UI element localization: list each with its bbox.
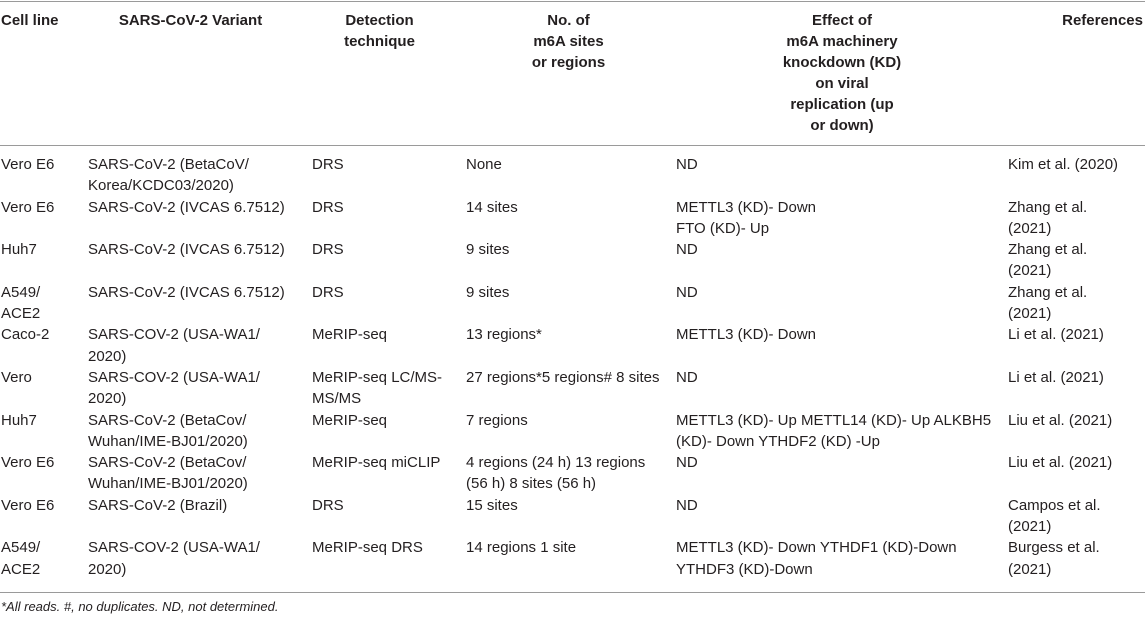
cell-text: ND: [676, 156, 698, 173]
cell-text: Li et al. (2021): [1008, 326, 1104, 344]
header-knockdown-effect: [676, 10, 1008, 136]
cell-text: METTL3 (KD)- Down YTHDF1 (KD)-Down: [676, 539, 957, 557]
cell-m6a-sites: [466, 282, 676, 325]
cell-text: Huh7: [1, 411, 37, 429]
cell-m6a-sites: [466, 197, 676, 240]
cell-text: ND: [676, 454, 698, 472]
cell-text: Zhang et al.: [1008, 198, 1088, 216]
table-row: [0, 154, 1145, 197]
cell-reference: [1008, 154, 1145, 197]
cell-cell-line: [0, 537, 88, 580]
table-row: [0, 324, 1145, 367]
cell-text: SARS-COV-2 (USA-WA1/: [88, 368, 260, 386]
header-references: [1010, 10, 1145, 31]
cell-text: 9 sites: [466, 283, 510, 301]
cell-text: Liu et al. (2021): [1008, 454, 1113, 472]
cell-text: 2020): [88, 390, 127, 408]
cell-text: MeRIP-seq LC/MS-: [312, 368, 443, 386]
cell-text: DRS: [312, 198, 344, 216]
cell-text: Caco-2: [1, 326, 50, 344]
cell-text: MeRIP-seq: [312, 326, 388, 344]
header-line: References: [1062, 12, 1143, 29]
cell-text: (2021): [1008, 560, 1052, 578]
cell-m6a-sites: [466, 324, 676, 367]
cell-text: Vero E6: [1, 198, 55, 216]
cell-reference: [1008, 537, 1145, 580]
cell-text: A549/: [1, 539, 41, 557]
table-footnote: *All reads. #, no duplicates. ND, not determined.: [1, 599, 279, 614]
cell-text: DRS: [312, 241, 344, 259]
cell-m6a-sites: [466, 154, 676, 197]
cell-m6a-sites: [466, 367, 676, 410]
bottom-rule: [0, 592, 1145, 593]
cell-variant: [88, 537, 312, 580]
cell-text: Zhang et al.: [1008, 241, 1088, 259]
cell-text: SARS-CoV-2 (IVCAS 6.7512): [88, 283, 285, 301]
cell-text: MeRIP-seq: [312, 411, 388, 429]
cell-text: DRS: [312, 156, 344, 173]
cell-cell-line: [0, 367, 88, 410]
table-row: [0, 452, 1145, 495]
header-line: No. of: [547, 12, 590, 29]
cell-detection-technique: [312, 324, 466, 367]
cell-variant: [88, 367, 312, 410]
cell-text: Huh7: [1, 241, 37, 259]
cell-knockdown-effect: [676, 410, 1008, 453]
cell-knockdown-effect: [676, 495, 1008, 538]
cell-detection-technique: [312, 154, 466, 197]
cell-text: 9 sites: [466, 241, 510, 259]
cell-variant: [88, 239, 312, 282]
cell-text: ND: [676, 496, 698, 514]
table-row: [0, 410, 1145, 453]
cell-detection-technique: [312, 495, 466, 538]
cell-knockdown-effect: [676, 282, 1008, 325]
cell-text: Campos et al.: [1008, 496, 1101, 514]
cell-knockdown-effect: [676, 197, 1008, 240]
top-rule: [0, 1, 1145, 2]
cell-reference: [1008, 324, 1145, 367]
cell-text: ND: [676, 283, 698, 301]
cell-cell-line: [0, 197, 88, 240]
cell-detection-technique: [312, 197, 466, 240]
cell-variant: [88, 495, 312, 538]
cell-variant: [88, 197, 312, 240]
cell-text: Kim et al. (2020): [1008, 156, 1119, 173]
header-line: m6A machinery: [786, 33, 898, 50]
header-line: SARS-CoV-2 Variant: [118, 12, 263, 29]
cell-text: 13 regions*: [466, 326, 542, 344]
cell-text: METTL3 (KD)- Down: [676, 198, 817, 216]
header-m6a-sites: [466, 10, 671, 73]
cell-text: 14 sites: [466, 198, 518, 216]
table-row: [0, 495, 1145, 538]
cell-detection-technique: [312, 410, 466, 453]
cell-text: MS/MS: [312, 390, 362, 408]
cell-text: SARS-CoV-2 (Brazil): [88, 496, 228, 514]
cell-text: Vero E6: [1, 496, 55, 514]
cell-text: Zhang et al.: [1008, 283, 1088, 301]
cell-knockdown-effect: [676, 452, 1008, 495]
header-detection-technique: [312, 10, 447, 52]
table-row: [0, 367, 1145, 410]
cell-detection-technique: [312, 452, 466, 495]
cell-cell-line: [0, 410, 88, 453]
cell-reference: [1008, 197, 1145, 240]
cell-reference: [1008, 410, 1145, 453]
cell-variant: [88, 410, 312, 453]
cell-text: 2020): [88, 347, 127, 365]
cell-variant: [88, 154, 312, 197]
cell-text: DRS: [312, 496, 344, 514]
cell-text: FTO (KD)- Up: [676, 219, 770, 237]
cell-reference: [1008, 282, 1145, 325]
cell-cell-line: [0, 452, 88, 495]
cell-m6a-sites: [466, 452, 676, 495]
cell-text: (2021): [1008, 262, 1052, 280]
cell-text: Burgess et al.: [1008, 539, 1100, 557]
header-line: m6A sites: [533, 33, 604, 50]
cell-variant: [88, 282, 312, 325]
cell-detection-technique: [312, 239, 466, 282]
cell-text: SARS-CoV-2 (BetaCoV/: [88, 156, 249, 173]
table-row: [0, 239, 1145, 282]
cell-m6a-sites: [466, 239, 676, 282]
cell-text: None: [466, 156, 502, 173]
cell-reference: [1008, 495, 1145, 538]
cell-text: MeRIP-seq miCLIP: [312, 454, 441, 472]
cell-reference: [1008, 452, 1145, 495]
cell-text: Vero E6: [1, 454, 55, 472]
cell-text: (2021): [1008, 518, 1052, 536]
cell-knockdown-effect: [676, 537, 1008, 580]
cell-text: YTHDF3 (KD)-Down: [676, 560, 813, 578]
header-line: on viral: [815, 75, 869, 92]
cell-text: 2020): [88, 560, 127, 578]
header-variant: [88, 10, 293, 31]
cell-cell-line: [0, 239, 88, 282]
cell-variant: [88, 452, 312, 495]
cell-text: METTL3 (KD)- Down: [676, 326, 817, 344]
cell-text: A549/: [1, 283, 41, 301]
header-line: or down): [810, 117, 874, 134]
cell-text: 7 regions: [466, 411, 528, 429]
cell-text: METTL3 (KD)- Up METTL14 (KD)- Up ALKBH5: [676, 411, 992, 429]
cell-knockdown-effect: [676, 324, 1008, 367]
cell-text: SARS-CoV-2 (BetaCov/: [88, 454, 247, 472]
cell-cell-line: [0, 495, 88, 538]
cell-text: ACE2: [1, 560, 41, 578]
cell-m6a-sites: [466, 495, 676, 538]
cell-text: Liu et al. (2021): [1008, 411, 1113, 429]
header-line: or regions: [531, 54, 606, 71]
cell-detection-technique: [312, 282, 466, 325]
cell-knockdown-effect: [676, 239, 1008, 282]
header-line: replication (up: [790, 96, 894, 113]
table-row: [0, 537, 1145, 580]
cell-text: SARS-COV-2 (USA-WA1/: [88, 326, 260, 344]
header-rule: [0, 145, 1145, 146]
cell-cell-line: [0, 154, 88, 197]
cell-cell-line: [0, 324, 88, 367]
cell-text: ND: [676, 368, 698, 386]
cell-text: SARS-CoV-2 (IVCAS 6.7512): [88, 198, 285, 216]
cell-text: 27 regions*5 regions# 8 sites: [466, 368, 660, 386]
cell-text: (56 h) 8 sites (56 h): [466, 475, 597, 493]
cell-m6a-sites: [466, 537, 676, 580]
cell-text: Vero: [1, 368, 32, 386]
header-line: Detection: [345, 12, 414, 29]
table-row: [0, 197, 1145, 240]
cell-text: SARS-COV-2 (USA-WA1/: [88, 539, 260, 557]
cell-text: ND: [676, 241, 698, 259]
header-line: Cell line: [1, 12, 59, 29]
cell-text: Li et al. (2021): [1008, 368, 1104, 386]
table-row: [0, 282, 1145, 325]
cell-detection-technique: [312, 537, 466, 580]
cell-text: MeRIP-seq DRS: [312, 539, 423, 557]
cell-text: 15 sites: [466, 496, 518, 514]
cell-text: (2021): [1008, 305, 1052, 323]
table-body: [0, 154, 1145, 580]
cell-text: SARS-CoV-2 (BetaCov/: [88, 411, 247, 429]
cell-text: ACE2: [1, 305, 41, 323]
header-line: knockdown (KD): [782, 54, 902, 71]
cell-m6a-sites: [466, 410, 676, 453]
cell-knockdown-effect: [676, 154, 1008, 197]
cell-text: (KD)- Down YTHDF2 (KD) -Up: [676, 432, 880, 450]
cell-text: 4 regions (24 h) 13 regions: [466, 454, 646, 472]
cell-text: Wuhan/IME-BJ01/2020): [88, 432, 248, 450]
cell-variant: [88, 324, 312, 367]
cell-text: 14 regions 1 site: [466, 539, 577, 557]
cell-reference: [1008, 367, 1145, 410]
cell-reference: [1008, 239, 1145, 282]
header-line: technique: [344, 33, 415, 50]
cell-knockdown-effect: [676, 367, 1008, 410]
cell-detection-technique: [312, 367, 466, 410]
cell-text: Vero E6: [1, 156, 55, 173]
header-cell-line: [1, 10, 59, 31]
cell-text: Korea/KCDC03/2020): [88, 177, 234, 195]
header-line: Effect of: [812, 12, 872, 29]
cell-text: DRS: [312, 283, 344, 301]
cell-text: SARS-CoV-2 (IVCAS 6.7512): [88, 241, 285, 259]
cell-text: Wuhan/IME-BJ01/2020): [88, 475, 248, 493]
cell-text: (2021): [1008, 219, 1052, 237]
cell-cell-line: [0, 282, 88, 325]
